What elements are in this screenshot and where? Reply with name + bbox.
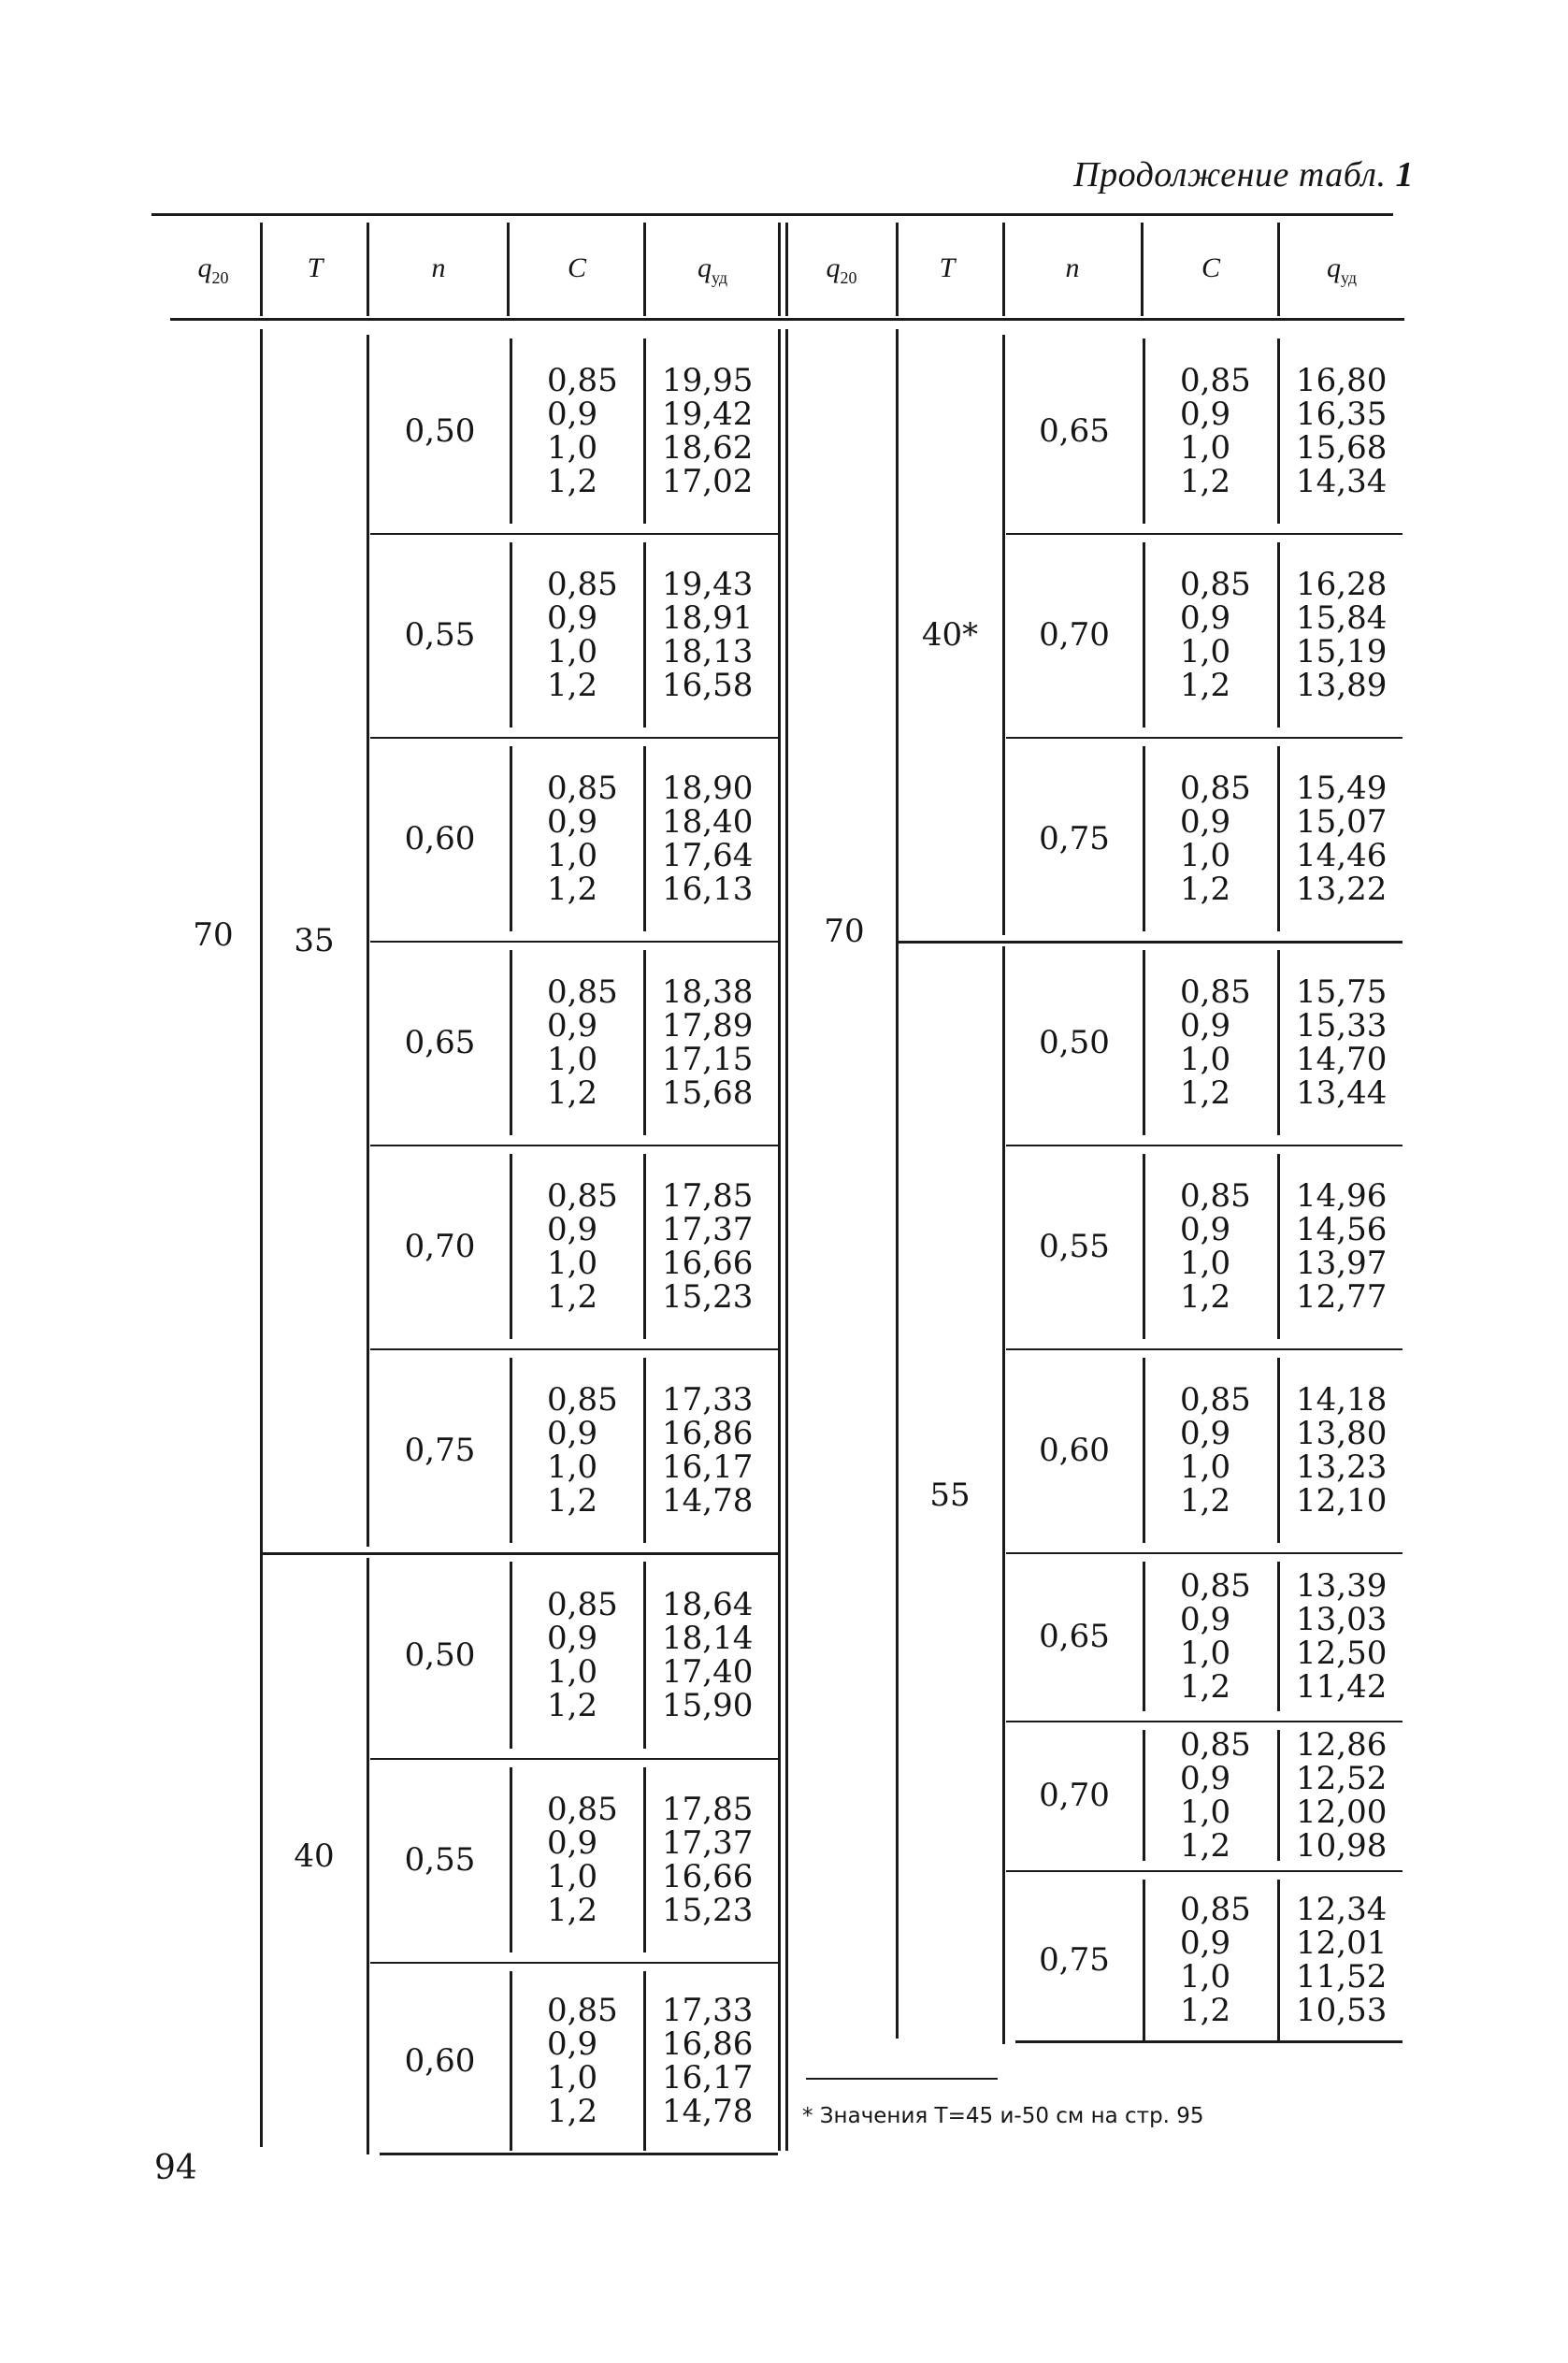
qud-value: 14,34 <box>1296 463 1388 500</box>
qud-value: 14,18 <box>1296 1381 1388 1419</box>
c-values <box>547 568 618 702</box>
c-value: 0,85 <box>547 770 618 807</box>
c-value: 1,2 <box>547 2093 598 2130</box>
column-rule <box>643 746 646 931</box>
c-value: 1,2 <box>1180 1482 1231 1520</box>
c-value: 0,85 <box>1180 1381 1251 1419</box>
qud-value: 15,07 <box>1296 803 1388 841</box>
c-value: 0,9 <box>547 1007 598 1045</box>
c-value: 1,2 <box>547 1278 598 1316</box>
c-value: 1,0 <box>547 633 598 670</box>
qud-value: 16,58 <box>662 667 754 704</box>
qud-value: 15,75 <box>1296 973 1388 1011</box>
table-caption <box>1073 154 1414 195</box>
column-rule <box>896 329 899 2039</box>
qud-value: 16,13 <box>662 871 754 908</box>
qud-value: 10,98 <box>1296 1827 1388 1865</box>
c-value: 0,9 <box>547 1824 598 1862</box>
c-value: 0,9 <box>1180 1211 1231 1248</box>
qud-value: 19,42 <box>662 396 754 433</box>
column-rule <box>510 1971 512 2151</box>
qud-values <box>1296 1893 1387 2027</box>
row-rule <box>1006 533 1403 535</box>
qud-values <box>1296 1179 1387 1314</box>
header-separator <box>1277 223 1280 316</box>
qud-value: 18,62 <box>662 429 754 467</box>
qud-value: 14,96 <box>1296 1177 1388 1215</box>
qud-value: 13,89 <box>1296 667 1388 704</box>
c-value: 1,2 <box>547 667 598 704</box>
qud-value: 12,86 <box>1296 1726 1388 1764</box>
qud-values <box>1296 1383 1387 1518</box>
qud-value: 14,56 <box>1296 1211 1388 1248</box>
qud-value: 15,19 <box>1296 633 1388 670</box>
qud-value: 13,44 <box>1296 1074 1388 1112</box>
c-values <box>1180 1383 1251 1518</box>
qud-value: 18,64 <box>662 1586 754 1623</box>
c-value: 1,2 <box>1180 1992 1231 2029</box>
footnote-rule <box>806 2078 998 2080</box>
column-rule <box>1277 950 1280 1135</box>
qud-value: 18,90 <box>662 770 754 807</box>
qud-value: 16,80 <box>1296 362 1388 399</box>
qud-value: 17,33 <box>662 1381 754 1419</box>
row-rule <box>1006 1348 1403 1350</box>
header-C-right: C <box>1201 252 1220 283</box>
c-value: 0,85 <box>1180 770 1251 807</box>
qud-value: 19,95 <box>662 362 754 399</box>
c-value: 0,9 <box>1180 396 1231 433</box>
qud-values <box>662 1383 753 1518</box>
qud-value: 15,33 <box>1296 1007 1388 1045</box>
qud-value: 17,64 <box>662 837 754 874</box>
qud-value: 18,13 <box>662 633 754 670</box>
column-rule <box>510 1358 512 1543</box>
qud-value: 16,86 <box>662 2025 754 2063</box>
column-rule <box>643 1358 646 1543</box>
c-value: 1,0 <box>547 1653 598 1691</box>
column-rule <box>1277 1154 1280 1339</box>
c-value: 0,9 <box>547 803 598 841</box>
column-rule <box>510 1154 512 1339</box>
column-rule <box>510 1767 512 1952</box>
qud-value: 12,50 <box>1296 1635 1388 1672</box>
qud-value: 13,80 <box>1296 1415 1388 1452</box>
c-value: 0,9 <box>1180 1601 1231 1638</box>
column-rule <box>510 950 512 1135</box>
c-value: 1,0 <box>1180 1794 1231 1831</box>
c-value: 0,85 <box>547 1177 618 1215</box>
qud-values <box>662 771 753 906</box>
qud-values <box>662 364 753 498</box>
qud-value: 15,49 <box>1296 770 1388 807</box>
row-rule <box>1006 1552 1403 1554</box>
row-rule <box>1006 1145 1403 1146</box>
c-value: 0,9 <box>1180 1924 1231 1962</box>
c-value: 1,0 <box>1180 1448 1231 1486</box>
column-rule <box>643 1562 646 1749</box>
caption-number: 1 <box>1395 155 1414 195</box>
c-value: 1,0 <box>1180 837 1231 874</box>
c-value: 0,85 <box>547 566 618 603</box>
c-value: 0,85 <box>547 362 618 399</box>
c-values <box>1180 975 1251 1110</box>
c-values <box>1180 771 1251 906</box>
column-rule <box>367 1558 369 2154</box>
c-value: 1,0 <box>547 1245 598 1282</box>
qud-value: 17,37 <box>662 1211 754 1248</box>
column-rule <box>1277 339 1280 524</box>
c-value: 1,2 <box>1180 1668 1231 1706</box>
c-value: 0,85 <box>1180 1726 1251 1764</box>
c-value: 0,9 <box>547 1211 598 1248</box>
qud-value: 17,85 <box>662 1791 754 1828</box>
qud-value: 11,42 <box>1296 1668 1388 1706</box>
qud-value: 16,17 <box>662 1448 754 1486</box>
qud-value: 16,66 <box>662 1858 754 1895</box>
qud-value: 14,46 <box>1296 837 1388 874</box>
column-rule <box>1277 1562 1280 1711</box>
header-T-right: T <box>939 252 956 283</box>
qud-value: 17,89 <box>662 1007 754 1045</box>
column-rule <box>367 335 369 1547</box>
qud-value: 15,90 <box>662 1687 754 1724</box>
n-value: 0,55 <box>1039 1228 1110 1265</box>
qud-values <box>1296 364 1387 498</box>
column-rule <box>260 329 263 2147</box>
qud-values <box>662 568 753 702</box>
c-value: 0,9 <box>547 1415 598 1452</box>
t-value: 35 <box>294 922 335 959</box>
qud-value: 11,52 <box>1296 1958 1388 1996</box>
column-rule <box>1002 946 1005 2044</box>
row-rule <box>370 1145 778 1146</box>
n-value: 0,60 <box>404 820 476 857</box>
c-value: 0,85 <box>547 1791 618 1828</box>
n-value: 0,60 <box>404 2042 476 2080</box>
qud-value: 19,43 <box>662 566 754 603</box>
c-value: 1,0 <box>1180 633 1231 670</box>
header-q20-right: $q_{20}$ <box>826 252 857 287</box>
c-values <box>1180 568 1251 702</box>
column-rule <box>1143 1880 1145 2040</box>
header-qud-left: $q_{уд}$ <box>697 252 728 287</box>
column-rule <box>1277 1730 1280 1861</box>
header-rule <box>170 318 1404 321</box>
header-n-right: n <box>1065 252 1080 283</box>
c-value: 0,85 <box>1180 566 1251 603</box>
row-rule <box>1006 1870 1403 1872</box>
c-value: 1,2 <box>547 1892 598 1929</box>
c-value: 0,9 <box>547 396 598 433</box>
column-rule <box>778 329 781 2151</box>
qud-value: 18,14 <box>662 1620 754 1657</box>
c-value: 0,9 <box>547 599 598 637</box>
column-rule <box>1002 335 1005 935</box>
c-value: 1,2 <box>547 463 598 500</box>
c-value: 1,0 <box>547 2059 598 2096</box>
column-rule <box>1277 1880 1280 2040</box>
qud-value: 16,35 <box>1296 396 1388 433</box>
column-rule <box>1143 1154 1145 1339</box>
qud-value: 15,68 <box>1296 429 1388 467</box>
row-rule <box>370 737 778 739</box>
c-value: 0,85 <box>1180 1567 1251 1605</box>
column-rule <box>643 1767 646 1952</box>
header-separator <box>1141 223 1144 316</box>
n-value: 0,65 <box>404 1024 476 1061</box>
header-separator <box>1002 223 1005 316</box>
column-rule <box>643 339 646 524</box>
n-value: 0,55 <box>404 616 476 654</box>
c-value: 0,9 <box>547 2025 598 2063</box>
qud-values <box>662 1179 753 1314</box>
qud-value: 16,66 <box>662 1245 754 1282</box>
c-values <box>547 1179 618 1314</box>
c-value: 1,0 <box>1180 1635 1231 1672</box>
qud-value: 17,40 <box>662 1653 754 1691</box>
qud-value: 12,01 <box>1296 1924 1388 1962</box>
column-rule <box>1143 950 1145 1135</box>
q20-value-left: 70 <box>193 916 234 954</box>
qud-value: 14,78 <box>662 2093 754 2130</box>
caption-text: Продолжение табл. <box>1073 155 1387 195</box>
header-separator <box>507 223 510 316</box>
qud-value: 18,38 <box>662 973 754 1011</box>
n-value: 0,70 <box>404 1228 476 1265</box>
c-value: 0,85 <box>1180 362 1251 399</box>
qud-values <box>662 975 753 1110</box>
column-rule <box>1143 1562 1145 1711</box>
c-values <box>1180 364 1251 498</box>
column-rule <box>510 1562 512 1749</box>
page-number: 94 <box>154 2149 197 2187</box>
header-separator <box>785 223 788 316</box>
n-value: 0,60 <box>1039 1432 1110 1469</box>
row-rule <box>370 533 778 535</box>
c-value: 1,0 <box>1180 1245 1231 1282</box>
row-rule <box>370 941 778 943</box>
c-values <box>547 771 618 906</box>
c-values <box>1180 1893 1251 2027</box>
c-value: 1,0 <box>547 1858 598 1895</box>
column-rule <box>510 339 512 524</box>
qud-values <box>1296 1569 1387 1704</box>
column-rule <box>1143 339 1145 524</box>
n-value: 0,70 <box>1039 616 1110 654</box>
qud-value: 13,22 <box>1296 871 1388 908</box>
qud-value: 17,37 <box>662 1824 754 1862</box>
column-rule <box>1277 746 1280 931</box>
n-value: 0,65 <box>1039 1618 1110 1655</box>
c-value: 0,9 <box>1180 1415 1231 1452</box>
n-value: 0,75 <box>1039 820 1110 857</box>
header-separator <box>896 223 899 316</box>
row-rule <box>370 1962 778 1964</box>
header-separator <box>367 223 369 316</box>
column-rule <box>510 746 512 931</box>
qud-value: 17,85 <box>662 1177 754 1215</box>
qud-value: 13,03 <box>1296 1601 1388 1638</box>
table-top-rule <box>151 213 1393 216</box>
qud-value: 13,39 <box>1296 1567 1388 1605</box>
header-q20-left: $q_{20}$ <box>197 252 229 287</box>
qud-values <box>662 1793 753 1927</box>
qud-values <box>662 1994 753 2128</box>
c-values <box>547 1588 618 1722</box>
row-rule <box>370 1348 778 1350</box>
qud-value: 16,86 <box>662 1415 754 1452</box>
c-value: 1,0 <box>547 1448 598 1486</box>
c-value: 0,85 <box>547 973 618 1011</box>
c-values <box>1180 1728 1251 1863</box>
qud-value: 14,70 <box>1296 1041 1388 1078</box>
c-value: 0,85 <box>1180 1891 1251 1928</box>
header-qud-right: $q_{уд}$ <box>1326 252 1358 287</box>
c-value: 1,2 <box>1180 1827 1231 1865</box>
column-rule <box>643 542 646 728</box>
c-value: 1,2 <box>547 871 598 908</box>
qud-value: 15,68 <box>662 1074 754 1112</box>
t-value: 40* <box>921 616 979 654</box>
qud-value: 15,23 <box>662 1278 754 1316</box>
qud-value: 13,23 <box>1296 1448 1388 1486</box>
c-value: 1,0 <box>547 429 598 467</box>
qud-value: 17,33 <box>662 1992 754 2029</box>
c-values <box>547 1793 618 1927</box>
n-value: 0,70 <box>1039 1777 1110 1814</box>
qud-value: 14,78 <box>662 1482 754 1520</box>
qud-values <box>1296 568 1387 702</box>
qud-value: 16,17 <box>662 2059 754 2096</box>
c-value: 1,0 <box>1180 1958 1231 1996</box>
qud-value: 17,15 <box>662 1041 754 1078</box>
n-value: 0,75 <box>1039 1941 1110 1979</box>
c-value: 1,2 <box>547 1482 598 1520</box>
row-rule <box>370 1758 778 1760</box>
qud-values <box>1296 1728 1387 1863</box>
c-value: 0,9 <box>1180 803 1231 841</box>
c-value: 0,85 <box>547 1381 618 1419</box>
header-C-left: C <box>567 252 586 283</box>
c-values <box>1180 1179 1251 1314</box>
q20-value-right: 70 <box>824 913 865 950</box>
qud-value: 12,10 <box>1296 1482 1388 1520</box>
qud-value: 12,34 <box>1296 1891 1388 1928</box>
qud-values <box>1296 771 1387 906</box>
table-bottom-rule <box>380 2153 778 2155</box>
header-separator <box>778 223 781 316</box>
header-separator <box>643 223 646 316</box>
c-value: 1,0 <box>547 837 598 874</box>
c-value: 0,9 <box>547 1620 598 1657</box>
c-values <box>547 975 618 1110</box>
c-value: 1,2 <box>547 1687 598 1724</box>
qud-value: 13,97 <box>1296 1245 1388 1282</box>
c-values <box>1180 1569 1251 1704</box>
column-rule <box>1143 1358 1145 1543</box>
column-rule <box>1143 1730 1145 1861</box>
footnote: * Значения Т=45 и-50 см на стр. 95 <box>802 2104 1204 2128</box>
qud-value: 18,91 <box>662 599 754 637</box>
qud-values <box>1296 975 1387 1110</box>
header-T-left: T <box>307 252 324 283</box>
column-rule <box>643 1154 646 1339</box>
t-value: 40 <box>294 1837 335 1875</box>
c-value: 1,2 <box>1180 1278 1231 1316</box>
n-value: 0,50 <box>1039 1024 1110 1061</box>
row-rule <box>1006 737 1403 739</box>
n-value: 0,75 <box>404 1432 476 1469</box>
column-rule <box>1143 746 1145 931</box>
t-value: 55 <box>929 1477 971 1514</box>
c-value: 0,9 <box>1180 1007 1231 1045</box>
c-value: 0,85 <box>1180 1177 1251 1215</box>
column-rule <box>510 542 512 728</box>
c-value: 0,9 <box>1180 599 1231 637</box>
n-value: 0,65 <box>1039 412 1110 450</box>
c-value: 1,2 <box>1180 463 1231 500</box>
qud-value: 12,00 <box>1296 1794 1388 1831</box>
c-values <box>547 1383 618 1518</box>
table-bottom-rule <box>1015 2040 1403 2043</box>
qud-value: 12,52 <box>1296 1760 1388 1797</box>
c-value: 1,0 <box>1180 1041 1231 1078</box>
n-value: 0,50 <box>404 412 476 450</box>
c-value: 0,85 <box>547 1992 618 2029</box>
qud-values <box>662 1588 753 1722</box>
column-rule <box>643 950 646 1135</box>
qud-value: 15,84 <box>1296 599 1388 637</box>
column-rule <box>785 329 788 2151</box>
c-value: 1,2 <box>1180 1074 1231 1112</box>
c-value: 0,85 <box>1180 973 1251 1011</box>
n-value: 0,55 <box>404 1841 476 1879</box>
qud-value: 12,77 <box>1296 1278 1388 1316</box>
qud-value: 16,28 <box>1296 566 1388 603</box>
column-rule <box>643 1971 646 2151</box>
c-value: 1,2 <box>547 1074 598 1112</box>
c-value: 1,2 <box>1180 871 1231 908</box>
c-values <box>547 1994 618 2128</box>
column-rule <box>1277 1358 1280 1543</box>
qud-value: 10,53 <box>1296 1992 1388 2029</box>
qud-value: 18,40 <box>662 803 754 841</box>
column-rule <box>1143 542 1145 728</box>
row-rule <box>1006 1721 1403 1722</box>
column-rule <box>1277 542 1280 728</box>
t-group-rule <box>262 1552 778 1555</box>
c-value: 0,9 <box>1180 1760 1231 1797</box>
t-group-rule <box>898 941 1403 944</box>
c-value: 0,85 <box>547 1586 618 1623</box>
qud-value: 17,02 <box>662 463 754 500</box>
c-value: 1,2 <box>1180 667 1231 704</box>
c-value: 1,0 <box>1180 429 1231 467</box>
c-values <box>547 364 618 498</box>
header-separator <box>260 223 263 316</box>
qud-value: 15,23 <box>662 1892 754 1929</box>
c-value: 1,0 <box>547 1041 598 1078</box>
header-n-left: n <box>431 252 446 283</box>
n-value: 0,50 <box>404 1636 476 1674</box>
